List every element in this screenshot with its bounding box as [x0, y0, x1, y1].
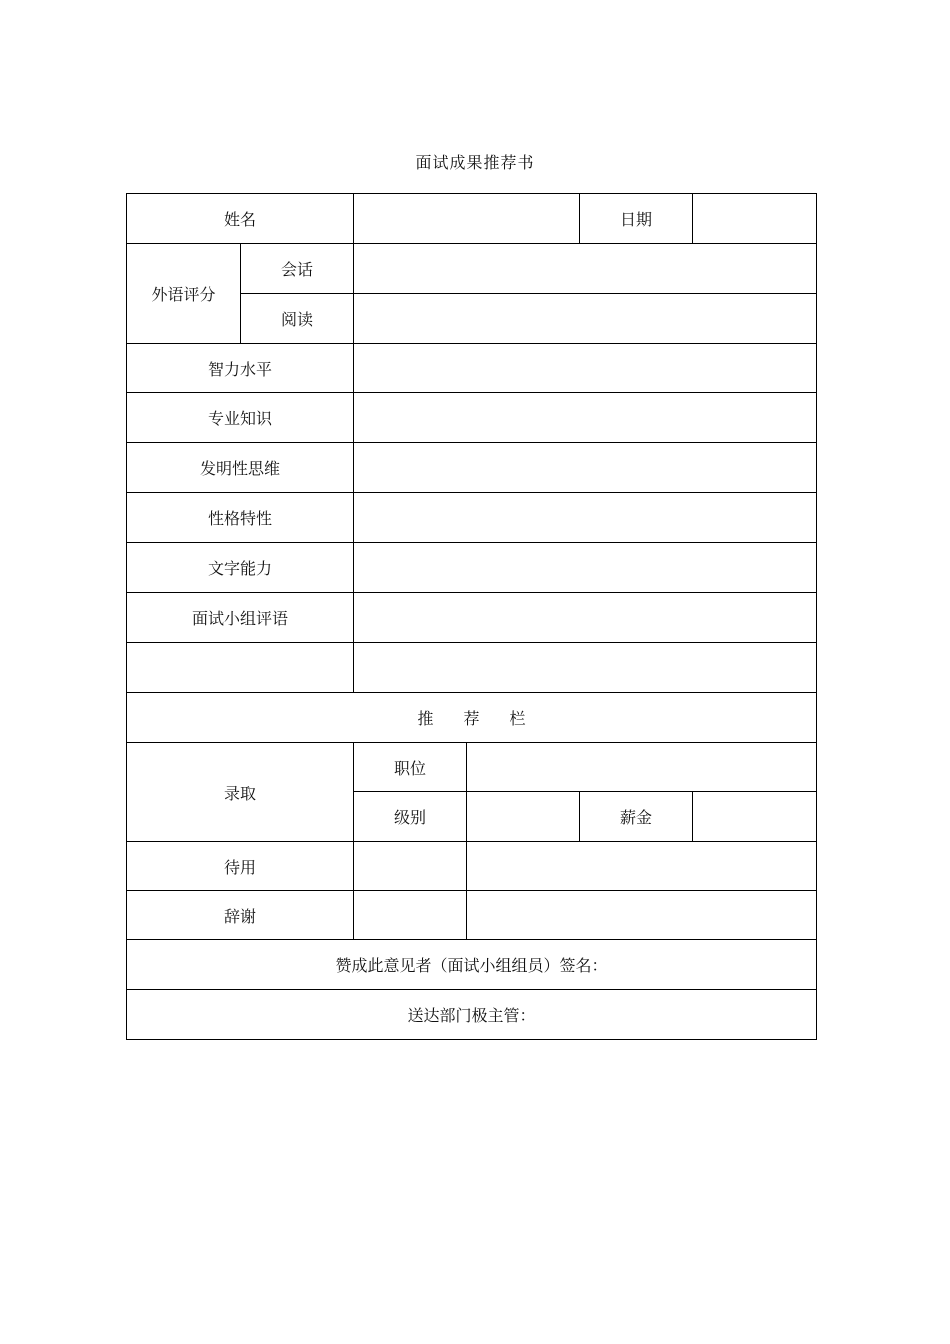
reading-label: 阅读 [241, 294, 354, 344]
intelligence-label: 智力水平 [127, 344, 354, 393]
inventive-thinking-value-cell[interactable] [354, 443, 817, 493]
signatures-cell[interactable]: 赞成此意见者（面试小组组员）签名： [127, 940, 817, 990]
position-label: 职位 [354, 743, 467, 792]
recommend-section-header [127, 693, 817, 743]
row-recommend-header [127, 693, 817, 743]
date-label: 日期 [580, 194, 693, 244]
row-pending [127, 842, 817, 891]
decline-check-cell[interactable] [354, 891, 467, 940]
blank-label-cell[interactable] [127, 643, 354, 693]
salary-label: 薪金 [580, 792, 693, 842]
level-label: 级别 [354, 792, 467, 842]
writing-ability-label: 文字能力 [127, 543, 354, 593]
row-position [127, 743, 817, 792]
professional-knowledge-label: 专业知识 [127, 393, 354, 443]
recommend-char-3: 栏 [509, 709, 526, 728]
row-intelligence [127, 344, 817, 393]
level-value-cell[interactable] [467, 792, 580, 842]
conversation-label: 会话 [241, 244, 354, 294]
dept-supervisor-cell[interactable]: 送达部门极主管： [127, 990, 817, 1040]
recommend-char-1: 推 [417, 709, 434, 728]
blank-value-cell[interactable] [354, 643, 817, 693]
row-name-date [127, 194, 817, 244]
row-panel-comments [127, 593, 817, 643]
row-dept-supervisor [127, 990, 817, 1040]
inventive-thinking-label: 发明性思维 [127, 443, 354, 493]
decline-note-cell[interactable] [467, 891, 817, 940]
name-label: 姓名 [127, 194, 354, 244]
panel-comments-value-cell[interactable] [354, 593, 817, 643]
row-writing-ability [127, 543, 817, 593]
row-blank [127, 643, 817, 693]
foreign-language-label: 外语评分 [127, 244, 241, 344]
conversation-value-cell[interactable] [354, 244, 817, 294]
recommend-char-2: 荐 [463, 709, 480, 728]
interview-form-table [126, 193, 817, 1040]
name-value-cell[interactable] [354, 194, 580, 244]
panel-comments-label: 面试小组评语 [127, 593, 354, 643]
row-conversation [127, 244, 817, 294]
position-value-cell[interactable] [467, 743, 817, 792]
professional-knowledge-value-cell[interactable] [354, 393, 817, 443]
pending-note-cell[interactable] [467, 842, 817, 891]
hire-label: 录取 [127, 743, 354, 842]
row-professional-knowledge [127, 393, 817, 443]
row-inventive-thinking [127, 443, 817, 493]
salary-value-cell[interactable] [693, 792, 817, 842]
row-signatures [127, 940, 817, 990]
date-value-cell[interactable] [693, 194, 817, 244]
personality-label: 性格特性 [127, 493, 354, 543]
writing-ability-value-cell[interactable] [354, 543, 817, 593]
decline-label: 辞谢 [127, 891, 354, 940]
document-title: 面试成果推荐书 [415, 153, 535, 172]
pending-label: 待用 [127, 842, 354, 891]
row-personality [127, 493, 817, 543]
intelligence-value-cell[interactable] [354, 344, 817, 393]
pending-check-cell[interactable] [354, 842, 467, 891]
personality-value-cell[interactable] [354, 493, 817, 543]
row-decline [127, 891, 817, 940]
reading-value-cell[interactable] [354, 294, 817, 344]
